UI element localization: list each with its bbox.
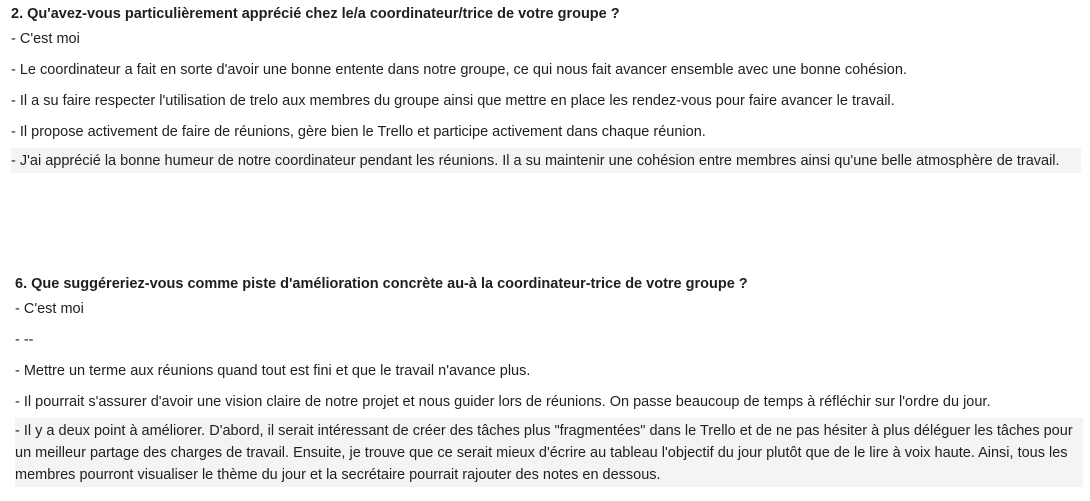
answer-list xyxy=(11,24,1081,173)
question-title: 2. Qu'avez-vous particulièrement apprécié chez le/a coordinateur/trice de votre groupe ? xyxy=(11,6,620,22)
answer-item: - J'ai apprécié la bonne humeur de notre coordinateur pendant les réunions. Il a su maintenir une cohésion entre membres ainsi qu'une belle atmosphère de travail. xyxy=(11,148,1081,173)
answer-item: - Il y a deux point à améliorer. D'abord, il serait intéressant de créer des tâches plus "fragmentées" dans le Trello et de ne pas hésiter à plus déléguer les tâches pour un meilleur partage des charges de travail. Ensuite, je trouve que ce serait mieux d'écrire au tableau l'objectif du jour plutôt que de le lire à voix haute. Ainsi, tous les membres pourront visualiser le thème du jour et la secrétaire pourrait rajouter des notes en dessous. xyxy=(15,418,1083,487)
answer-item: - C'est moi xyxy=(15,301,84,317)
question-block-2 xyxy=(11,0,1081,173)
answer-item: - C'est moi xyxy=(11,31,80,47)
question-title: 6. Que suggéreriez-vous comme piste d'amélioration concrète au-à la coordinateur-trice de votre groupe ? xyxy=(15,276,748,292)
answer-item: - Mettre un terme aux réunions quand tout est fini et que le travail n'avance plus. xyxy=(15,363,531,379)
answer-item: - Le coordinateur a fait en sorte d'avoir une bonne entente dans notre groupe, ce qui nous fait avancer ensemble avec une bonne cohésion. xyxy=(11,62,907,78)
answer-item: - Il propose activement de faire de réunions, gère bien le Trello et participe activement dans chaque réunion. xyxy=(11,124,706,140)
answer-item: - Il a su faire respecter l'utilisation de trelo aux membres du groupe ainsi que mettre en place les rendez-vous pour faire avancer le travail. xyxy=(11,93,895,109)
answer-list xyxy=(15,294,1083,487)
answer-item: - -- xyxy=(15,332,34,348)
question-block-6 xyxy=(15,270,1083,487)
answer-item: - Il pourrait s'assurer d'avoir une vision claire de notre projet et nous guider lors de réunions. On passe beaucoup de temps à réfléchir sur l'ordre du jour. xyxy=(15,394,991,410)
